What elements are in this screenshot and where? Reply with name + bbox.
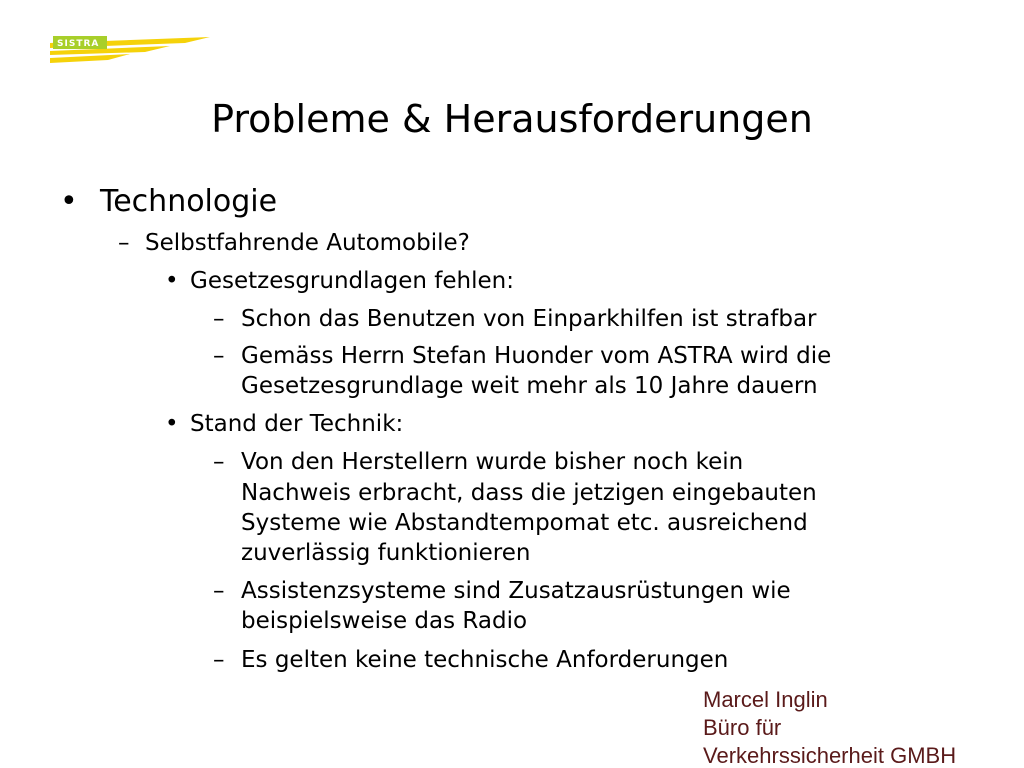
- bullet-selbstfahrende: Selbstfahrende Automobile?: [145, 230, 470, 256]
- bullet-hersteller-line2: Nachweis erbracht, dass die jetzigen eingebauten: [241, 480, 817, 506]
- bullet-hersteller-line1: Von den Herstellern wurde bisher noch kein: [241, 449, 744, 475]
- bullet-einparkhilfen: Schon das Benutzen von Einparkhilfen ist strafbar: [241, 306, 817, 332]
- bullet-stand-technik: Stand der Technik:: [190, 411, 404, 437]
- bullet-marker: •: [165, 411, 179, 437]
- footer-name: Marcel Inglin: [703, 687, 828, 712]
- bullet-technologie: Technologie: [100, 184, 278, 219]
- bullet-hersteller-line3: Systeme wie Abstandtempomat etc. ausreichend: [241, 510, 808, 536]
- footer-author: [703, 686, 956, 768]
- sistra-logo: [50, 30, 210, 70]
- slide-title: Probleme & Herausforderungen: [211, 97, 813, 141]
- logo-stripe-bottom: [50, 54, 130, 63]
- dash-marker: –: [213, 647, 225, 673]
- bullet-marker: •: [60, 184, 78, 219]
- bullet-marker: •: [165, 268, 179, 294]
- footer-line3: Verkehrssicherheit GMBH: [703, 743, 957, 768]
- bullet-gesetzesgrundlagen: Gesetzesgrundlagen fehlen:: [190, 268, 514, 294]
- bullet-huonder-line2: Gesetzesgrundlage weit mehr als 10 Jahre dauern: [241, 373, 818, 399]
- dash-marker: –: [213, 306, 225, 332]
- bullet-assistenz-line2: beispielsweise das Radio: [241, 608, 528, 634]
- logo-text: SISTRA: [57, 39, 100, 49]
- dash-marker: –: [213, 578, 225, 604]
- bullet-hersteller-line4: zuverlässig funktionieren: [241, 540, 531, 566]
- bullet-anforderungen: Es gelten keine technische Anforderungen: [241, 647, 729, 673]
- bullet-huonder-line1: Gemäss Herrn Stefan Huonder vom ASTRA wird die: [241, 343, 832, 369]
- dash-marker: –: [213, 449, 225, 475]
- sistra-logo-graphic: [50, 30, 210, 70]
- dash-marker: –: [118, 230, 130, 256]
- dash-marker: –: [213, 343, 225, 369]
- footer-line2: Büro für: [703, 715, 782, 740]
- bullet-assistenz-line1: Assistenzsysteme sind Zusatzausrüstungen wie: [241, 578, 791, 604]
